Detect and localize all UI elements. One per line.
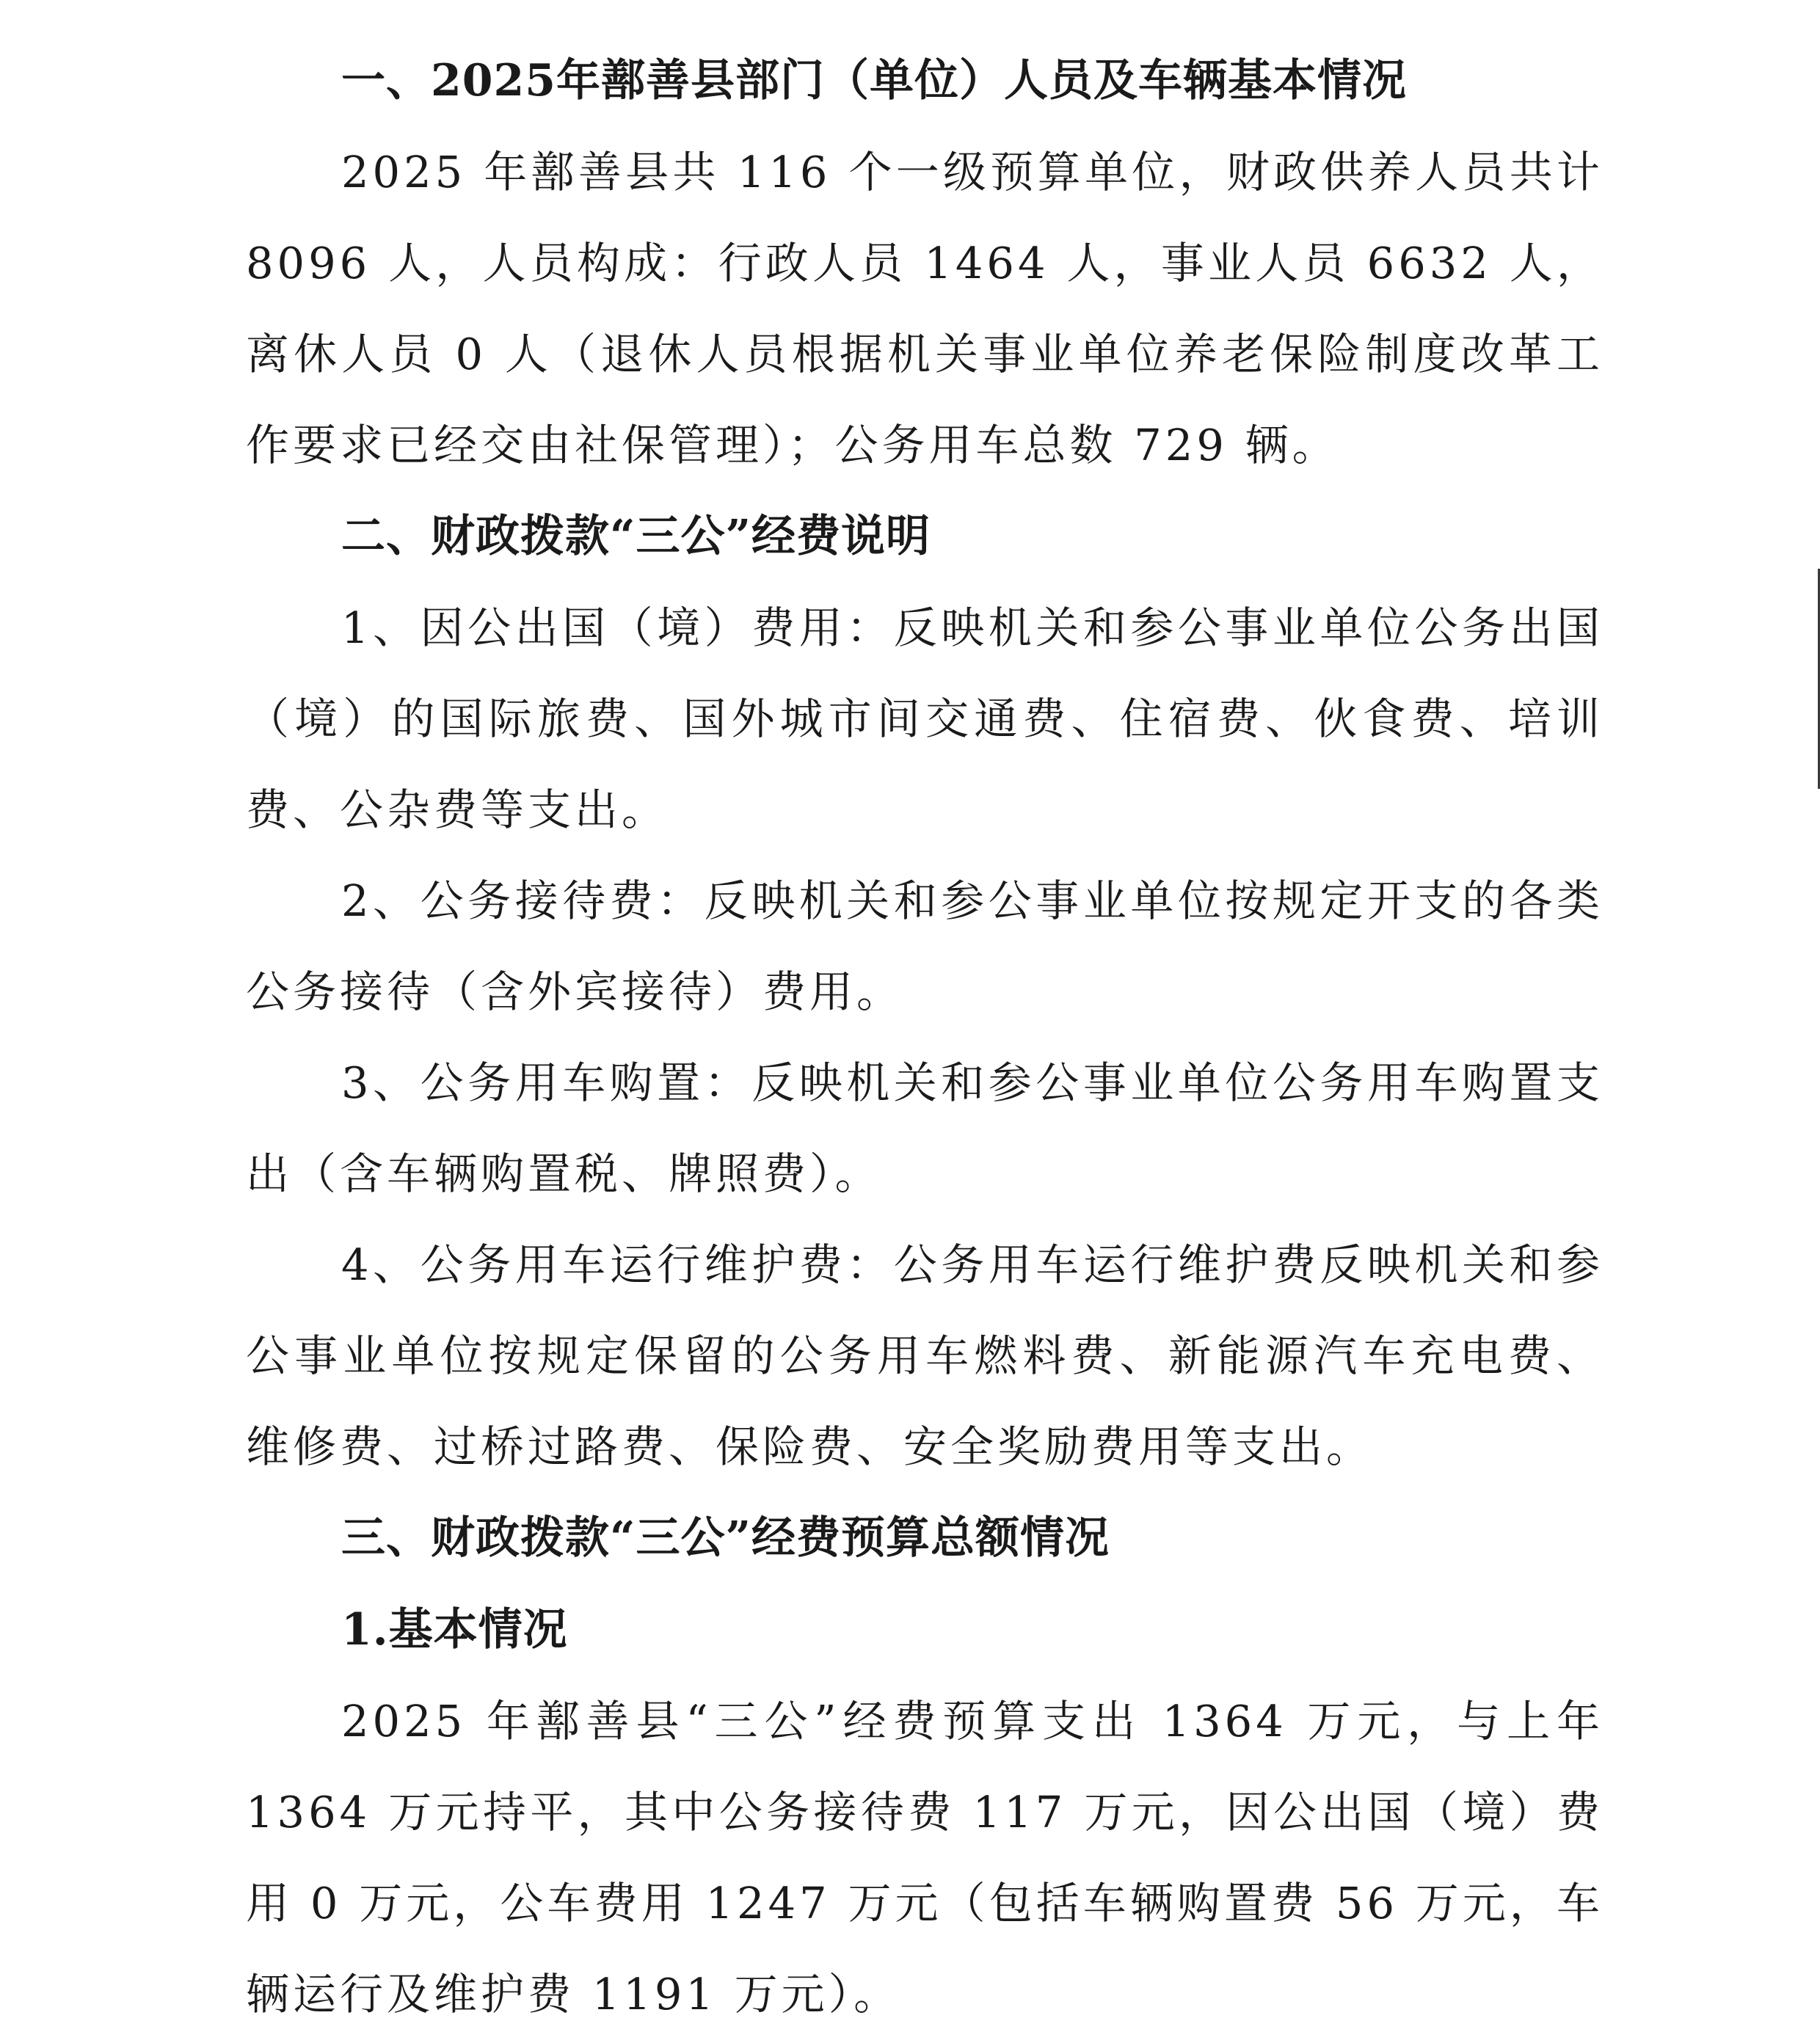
subsection-heading-basic: 1.基本情况 [341, 1604, 568, 1655]
section-heading-1: 一、2025年鄯善县部门（单位）人员及车辆基本情况 [341, 55, 1407, 106]
document-body [246, 35, 1604, 2040]
paragraph-budget-summary: 2025 年鄯善县“三公”经费预算支出 1364 万元，与上年 1364 万元持平，其中公务接待费 117 万元，因公出国（境）费用 0 万元，公车费用 1247 万元（包括车辆购置费 56 万元，车辆运行及维护费 1191 万元）。 [246, 1696, 1604, 2019]
paragraph-overseas-expenses: 1、因公出国（境）费用：反映机关和参公事业单位公务出国（境）的国际旅费、国外城市间交通费、住宿费、伙食费、培训费、公杂费等支出。 [246, 602, 1604, 835]
paragraph-personnel-vehicles: 2025 年鄯善县共 116 个一级预算单位，财政供养人员共计 8096 人，人员构成：行政人员 1464 人，事业人员 6632 人，离休人员 0 人（退休人员根据机关事业单位养老保险制度改革工作要求已经交由社保管理）；公务用车总数 729 辆。 [246, 147, 1604, 470]
paragraph-vehicle-maintenance: 4、公务用车运行维护费：公务用车运行维护费反映机关和参公事业单位按规定保留的公务用车燃料费、新能源汽车充电费、维修费、过桥过路费、保险费、安全奖励费用等支出。 [246, 1239, 1604, 1472]
section-heading-2: 二、财政拨款“三公”经费说明 [341, 511, 931, 562]
paragraph-vehicle-purchase: 3、公务用车购置：反映机关和参公事业单位公务用车购置支出（含车辆购置税、牌照费）。 [246, 1057, 1604, 1199]
section-heading-3: 三、财政拨款“三公”经费预算总额情况 [341, 1512, 1110, 1564]
paragraph-reception-expenses: 2、公务接待费：反映机关和参公事业单位按规定开支的各类公务接待（含外宾接待）费用。 [246, 875, 1604, 1017]
